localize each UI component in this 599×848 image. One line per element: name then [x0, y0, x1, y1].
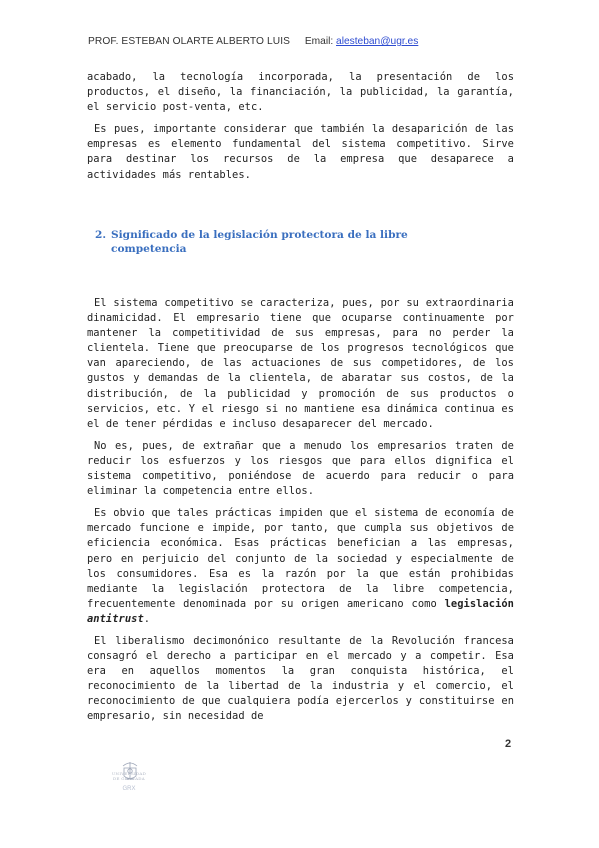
paragraph-antitrust — [87, 506, 514, 627]
section-number: 2. — [95, 229, 107, 241]
email-link[interactable]: alesteban@ugr.es — [336, 36, 419, 47]
logo-tag: GRX — [122, 786, 136, 792]
paragraph-text: Es obvio que tales prácticas impiden que el sistema de economía de mercado funcione e impide, por tanto, que cumpla sus objetivos de eficiencia económica. Esas prácticas benefician a las empresas, pero en perjuicio del conjunto de la sociedad y especialmente de los consumidores. Esa es la razón por la que están prohibidas mediante la legislación protectora de la libre competencia, frecuentemente denominada por su origen americano como — [87, 507, 514, 610]
section-title-line2: competencia — [111, 243, 187, 255]
logo-line2: DE GRANADA — [113, 776, 145, 781]
section-title-line1: Significado de la legislación protectora de la libre — [111, 229, 408, 241]
bold-italic-term: antitrust — [87, 612, 144, 625]
body-text-main — [87, 296, 514, 732]
paragraph: acabado, la tecnología incorporada, la presentación de los productos, el diseño, la financiación, la publicidad, la garantía, el servicio post-venta, etc. — [87, 71, 514, 114]
page-number: 2 — [505, 738, 512, 750]
logo-text — [104, 771, 154, 781]
paragraph-end: . — [143, 612, 151, 625]
page-header — [88, 36, 418, 47]
paragraph: El sistema competitivo se caracteriza, pues, por su extraordinaria dinamicidad. El empresario tiene que ocuparse continuamente por mantener la competitividad de sus empresas, para no perder la clientela. Tiene que preocuparse de los progresos tecnológicos que van apareciendo, de las actuaciones de sus competidores, de los gustos y demandas de la clientela, de abaratar sus costos, de la distribución, de la publicidad y promoción de sus productos o servicios, etc. Y el riesgo si no mantiene esa dinámica continua es el de tener pérdidas e incluso desaparecer del mercado. — [87, 297, 514, 430]
paragraph: Es pues, importante considerar que también la desaparición de las empresas es elemento fundamental del sistema competitivo. Sirve para destinar los recursos de la empresa que desaparece a actividades más rentables. — [87, 123, 514, 181]
header-email-label: Email: — [304, 36, 334, 47]
section-heading — [95, 228, 505, 256]
paragraph: No es, pues, de extrañar que a menudo los empresarios traten de reducir los esfuerzos y los riesgos que para ellos dignifica el sistema competitivo, poniéndose de acuerdo para reducir o para eliminar la competencia entre ellos. — [87, 439, 514, 498]
logo-line1: UNIVERSIDAD — [111, 771, 147, 776]
paragraph: El liberalismo decimonónico resultante de la Revolución francesa consagró el derecho a participar en el mercado y a competir. Esa era en aquellos momentos la gran conquista histórica, el reconocimiento de la libertad de la industria y el comercio, el reconocimiento de que cualquiera podía ejercerlos y constituirse en empresario, sin necesidad de — [87, 634, 514, 723]
bold-term: legislación — [444, 597, 514, 610]
header-author: PROF. ESTEBAN OLARTE ALBERTO LUIS — [88, 36, 291, 47]
body-text-top — [87, 70, 514, 190]
